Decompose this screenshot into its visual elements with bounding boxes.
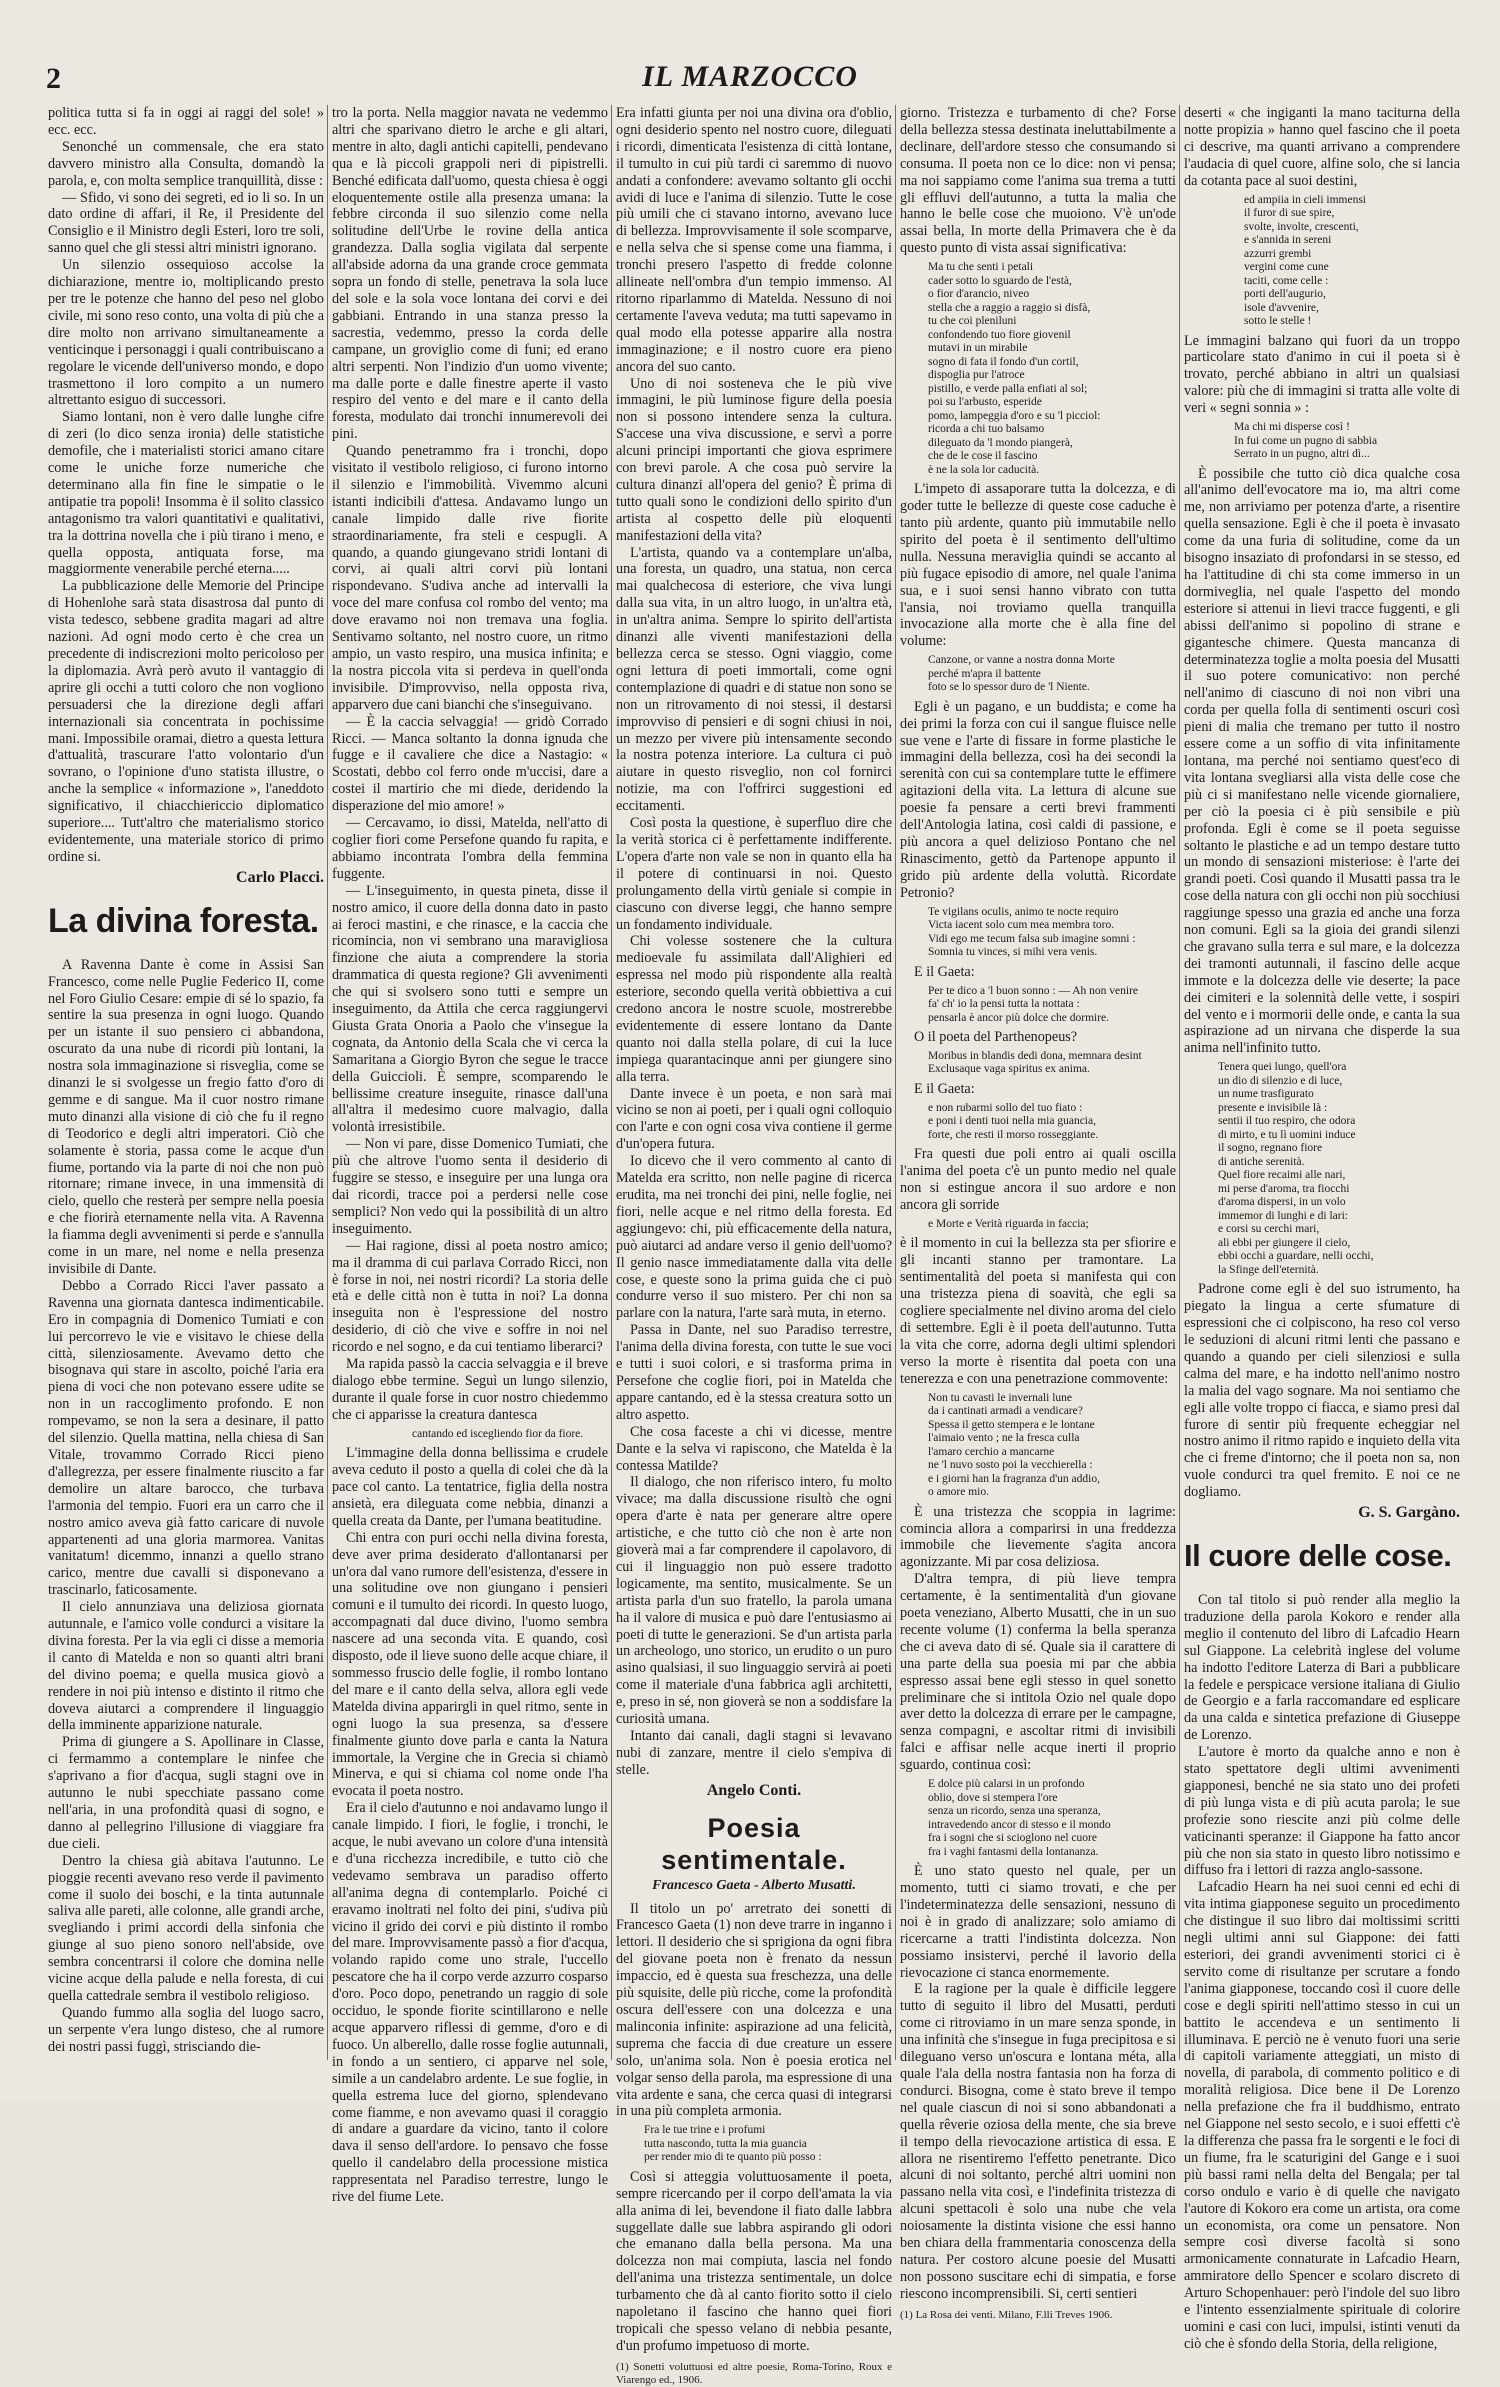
paragraph: Prima di giungere a S. Apollinare in Classe, ci fermammo a contemplare le ninfee che s'aprivano a fior d'acqua, sugli stagni ove in autunno le nubi specchiate passano come nell'aria, in una profondità quasi di sogno, e danno al pellegrino l'illusione di viaggiare fra due cieli. — [48, 1734, 324, 1852]
verse-line: è ne la sola lor caducità. — [928, 463, 1040, 476]
column-rule — [1179, 105, 1180, 2060]
paragraph: Il titolo un po' arretrato dei sonetti di Francesco Gaeta (1) non deve trarre in inganno i lettori. Il desiderio che si sprigiona da ogni fibra del giovane poeta non è frenato da nessun impaccio, ed è questa sua freschezza, una delle più squisite, delle più ricche, come la profondità oscura dell'essere con una dolcezza e una malinconia infinite: aspirazione ad una felicità, suprema che faccia di due creature un essere solo, un'anima sola. Non è poesia erotica nel volgar senso della parola, ma espressione di una vita ardente e sana, che cerca quasi di integrarsi in una più completa armonia. — [616, 1900, 892, 2120]
verse-line: fa' ch' io la pensi tutta la nottata : — [928, 998, 1080, 1010]
verse-line: ed ampiia in cieli immensi — [1244, 193, 1366, 206]
verse-line: poi su l'arbusto, esperide — [928, 396, 1042, 409]
verse-line: cader sotto lo sguardo de l'està, — [928, 274, 1072, 287]
verse-line: dispoglia pur l'atroce — [928, 369, 1025, 382]
paragraph: Siamo lontani, non è vero dalle lunghe cifre di zeri (lo dico senza ironia) delle statistiche demofile, che i materialisti storici amano citare come le uniche forze numeriche che determinano alla fin fine le simpatie o le antipatie tra popoli! Insomma è il solito classico antagonismo tra valori quantitativi e qualitativi, tra la dottrina novella che i più tirano i meno, e quella opposta, antiquata forse, ma maggiormente venerabile perché eterna..... — [48, 409, 324, 578]
paragraph: E la ragione per la quale è difficile leggere tutto di seguito il libro del Musatti, perduti come ci ritroviamo in un mare senza sponde, in una infinità che s'insegue in fuga precipitosa e si dileguano verso un'oscura e lontana méta, alla quale l'ala della nostra fantasia non ha forza di condurci. Bisogna, come è stato breve il tempo nel quale ciascun di noi si sono abbandonati a quella rêverie oziosa della mente, che sia breve il tempo della rievocazione artistica di essa. E allora ne risentiremo l'effetto penetrante. Dico alcuni di noi soltanto, perché altri uomini non passano nella vita così, e l'indefinita tristezza di alcuni spettacoli è solo una nube che vela noiosamente la distinta visione che essi hanno ben chiara della frammentaria conoscenza della natura. Per costoro alcune poesie del Musatti non possono suscitare echi di simpatia, e forse riescono incomprensibili. Si, certi sentieri — [900, 1981, 1176, 2302]
column-3 — [616, 105, 892, 2386]
verse-line: azzurri grembi — [1244, 247, 1312, 260]
verse-line: l'amaro cerchio a mancarne — [928, 1445, 1055, 1458]
verse-line: perché m'apra il battente — [928, 667, 1041, 680]
paragraph: La pubblicazione delle Memorie del Principe di Hohenlohe sarà stata disastrosa dal punto di vista tedesco, sebbene gradita magari ad altre nazioni. Ad ogni modo certo è che crea un precedente di indiscrezioni molto pericoloso per la diplomazia. Avrà però avuto il vantaggio di aprire gli occhi a tutti coloro che non vogliono persuadersi che la direzione degli affari internazionali sia concentrata in pochissime mani. Impossibile oramai, dietro a questa lettura d'attualità, trascurare l'atto volontario d'un sovrano, o l'opinione d'uno statista illustre, o anche la semplice « informazione », l'aneddoto significativo, il chiacchiericcio diplomatico superiore.... Tutt'altro che materialismo storico evidentemente, una materiale storico di primo ordine si. — [48, 578, 324, 865]
verse-line: foto se lo spessor duro de 'l Niente. — [928, 681, 1090, 694]
verse-line: Tenera quei lungo, quell'ora — [1218, 1061, 1347, 1074]
verse-line: stella che a raggio a raggio si disfà, — [928, 301, 1091, 314]
verse-line: svolte, involte, crescenti, — [1244, 220, 1359, 233]
paragraph: Dante invece è un poeta, e non sarà mai vicino se non ai poeti, per i quali ogni colloquio con l'arte e con ogni cosa viva contiene il germe d'un'opera futura. — [616, 1085, 892, 1153]
verse-line: Spessa il getto stempera e le lontane — [928, 1418, 1095, 1431]
paragraph: Egli è un pagano, e un buddista; e come ha dei primi la forza con cui il sangue fluisce nelle sue vene e l'arte di fissare in forme plastiche le immagini della bellezza, così ha dei secondi la serenità con cui sa contemplare tutte le effimere agitazioni della vita. La lettura di alcune sue poesie fa pensare a certi brevi frammenti dell'Antologia latina, così caldi di passione, e più ancora a quel delizioso Pontano che nel Rinascimento, gettò da Partenope appunto il grido più ardente della voluttà. Ricordate Petronio? — [900, 698, 1176, 901]
verse-block — [928, 1392, 1176, 1500]
verse-line: l'aimaio vento ; ne la fresca culla — [928, 1432, 1080, 1445]
paragraph: — Cercavamo, io dissi, Matelda, nell'atto di coglier fiori come Persefone quando fu rapita, e abbiamo incontrata l'ombra della femmina fuggente. — [332, 815, 608, 882]
verse-line: il sogno, regnano fiore — [1218, 1142, 1323, 1155]
paragraph: Uno di noi sosteneva che le più vive immagini, le più luminose figure della poesia non si possono intendere senza la cultura. S'accese una viva discussione, e servì a porre alcuni principi importanti che giova esprimere con brevi parole. A che cosa può servire la cultura dinanzi all'opera del genio? È prima di tutto quali sono le condizioni dello spirito d'un artista al cospetto delle più eloquenti manifestazioni della vita? — [616, 375, 892, 544]
paragraph: giorno. Tristezza e turbamento di che? Forse della bellezza stessa destinata ineluttabilmente a declinare, dell'ardore stesso che consumando si consuma. Il poeta non ce lo dice: non vi pensa; ma noi sappiamo come l'anima sua trema a tutti gli effluvi dell'autunno, a tutta la malia che hanno le belle cose che muoiono. V'è un'ode assai bella, In morte della Primavera che è da questo punto di vista assai significativa: — [900, 105, 1176, 257]
paragraph: Fra questi due poli entro ai quali oscilla l'anima del poeta c'è un punto medio nel quale non si estingue ancora il suo ardore e non ancora gli sorride — [900, 1146, 1176, 1214]
paragraph: Padrone come egli è del suo istrumento, ha piegato la lingua a certe sfumature di espressioni che ci colpiscono, ha reso col verso le seduzioni di alcuni ritmi lenti che passano e quando a quando per cieli silenziosi e sulla calma del mare, e ha indotto nell'animo nostro la malia del vago sognare. Ma noi sentiamo che egli alle volte troppo ci fiacca, e siamo presi dal furore di sentir più frequente echeggiar nel nostro animo il ritmo rapido e inquieto della vita che ci freme d'intorno; che il poeta non sa, non vuole condurci tra quel fremito. E noi ce ne dogliamo. — [1184, 1281, 1460, 1501]
verse-line: un dio di silenzio e di luce, — [1218, 1074, 1343, 1087]
page-number: 2 — [46, 62, 61, 95]
verse-line: fra i vaghi fantasmi della lontananza. — [928, 1845, 1099, 1858]
paragraph: Così posta la questione, è superfluo dire che la verità storica ci è perfettamente indifferente. L'opera d'arte non vale se non in quanto ella ha il potere di continuarsi in noi. Questo prolungamento della virtù geniale si compie in ciascuno con diverse leggi, che hanno sempre un fondamento individuale. — [616, 815, 892, 933]
paragraph: Così si atteggia voluttuosamente il poeta, sempre ricercando per il corpo dell'amata la via alla anima di lei, bevendone il fiato dalle labbra suggellate dalle sue labbra aspirando gli odori che emanano dalla bella persona. Ma una dolcezza non mai compiuta, lascia nel fondo dell'anima una tristezza sentimentale, un dolce turbamento che dà al canto fiorito sotto il cielo napoletano il fascino che hanno quei fiori tropicali che spesso velano di nebbia pesante, d'un profumo impetuoso di morte. — [616, 2168, 892, 2354]
verse-line: intravedendo ancor di stesso e il mondo — [928, 1818, 1111, 1831]
column-rule — [611, 105, 612, 2060]
verse-line: Ma chi mi disperse così ! — [1234, 421, 1350, 434]
verse-block — [928, 1778, 1176, 1859]
verse-line: o amore mio. — [928, 1486, 989, 1499]
column-rule — [895, 105, 896, 2060]
verse-line: Canzone, or vanne a nostra donna Morte — [928, 654, 1115, 667]
verse-line: mi perse d'aroma, tra fiocchi — [1218, 1182, 1350, 1195]
verse-line: Non tu cavasti le invernali lune — [928, 1391, 1073, 1404]
footnote: (1) La Rosa dei venti. Milano, F.lli Treves 1906. — [900, 2308, 1113, 2321]
footnote: (1) Sonetti voluttuosi ed altre poesie, Roma-Torino, Roux e Viarengo ed., 1906. — [616, 2360, 892, 2386]
verse-line: che de le cose il fascino — [928, 450, 1038, 463]
paragraph: Chi volesse sostenere che la cultura medioevale fu assimilata dall'Alighieri ed espressa nel modo più rispondente alla realtà esteriore, secondo quella verità obbiettiva a cui credono ancora le nostre scuole, mostrerebbe evidentemente di essere lontano da Dante quanto noi dalla stella polare, di cui la luce impiega quarantacinque anni per giungere sino alla terra. — [616, 933, 892, 1085]
verse-block — [928, 1218, 1176, 1232]
paragraph: deserti « che ingiganti la mano taciturna della notte propizia » hanno quel fascino che il poeta ci descrive, ma quanti arrivano a comprendere l'audacia di quel cuore, alfine solo, che si lancia da cotanta pace al suoi destini, — [1184, 105, 1460, 189]
paragraph: Chi entra con puri occhi nella divina foresta, deve aver prima desiderato d'allontanarsi per un'ora dal vano rumore dell'esistenza, d'essere in una solitudine ove non giungano i pensieri comuni e il tumulto dei ricordi. In questo luogo, accompagnati dal duce divino, l'uomo sembra nascere ad una seconda vita. E quando, così disposto, ode il lieve suono delle acque chiare, il sommesso fruscio delle foglie, il rombo lontano del mare e il canto della selva, allora egli vede Matelda divina apparirgli in quel ritmo, sente in ogni luogo la sua presenza, sa d'essere finalmente giunto dove parla e canta la Natura immortale, la Vergine che in Grecia si chiamò Minerva, e qui si chiama col nome onde l'ha evocata il poeta nostro. — [332, 1529, 608, 1800]
verse-line: Per te dico a 'l buon sonno : — Ah non venire — [928, 984, 1138, 997]
column-rule — [327, 105, 328, 2060]
paragraph: Il dialogo, che non riferisco intero, fu molto vivace; ma dalla discussione risultò che ogni opera d'arte è nata per generare altre opere artistiche, e che tutto ciò che non è arte non gioverà mai a far comprendere il capolavoro, di cui il linguaggio non può essere tradotto logicamente, ma sentito, musicalmente. Se un artista parla d'un suo fratello, la parola umana ha il valore di musica e può dare l'entusiasmo ai poeti di tutte le generazioni. Se d'un artista parla un archeologo, uno storico, un erudito o un puro asino qualsiasi, il suo linguaggio servirà ai poeti come il materiale d'una fabbrica agli architetti, e, preso in sé, non gioverà se non a soddisfare la curiosità umana. — [616, 1474, 892, 1728]
paragraph: Era infatti giunta per noi una divina ora d'oblio, ogni desiderio spento nel nostro cuore, dileguati i ricordi, dimenticata l'esistenza di città lontane, il tumulto in cui più tardi ci saremmo di nuovo andati a confondere: avevamo soltanto gli occhi avidi di luce e l'anima di silenzio. Tutte le cose più umili che ci stavano intorno, avevano luce di bellezza. Improvvisamente il sole scomparve, e nella selva che si spense come una fiamma, i tronchi presero l'aspetto di fredde colonne allineate nell'ombra d'un tempio immenso. Al ritorno riparlammo di Matelda. Nessuno di noi certamente l'aveva veduta; ma tutti sapevamo in qual modo ella potesse apparire alla nostra immaginazione; e il nostro cuore era pieno ancora del suo canto. — [616, 105, 892, 375]
paragraph: — Hai ragione, dissi al poeta nostro amico; ma il dramma di cui parlava Corrado Ricci, non è forse in noi, nei nostri ricordi? La storia delle età e delle città non è tutta in noi? La donna inseguita non è l'espressione del nostro desiderio, di ciò che vive e soffre in noi nel ricordo e nel sogno, e da cui tentiamo liberarci? — [332, 1237, 608, 1356]
verse-line: isole d'avvenire, — [1244, 301, 1319, 314]
paragraph: D'altra tempra, di più lieve tempra certamente, è la sentimentalità d'un giovane poeta veneziano, Alberto Musatti, che in un suo recente volume (1) conferma la bella speranza che ci aveva dato di sé. Quale sia il carattere di una parte della sua poesia mi par che abbia espresso assai bene egli stesso in quel sonetto preliminare che si intitola Ozio nel quale dopo aver detto la dolcezza di errare per le campagne, senza compagni, e ascoltar ritmi di invisibili falci e affisar nelle acque inerti il proprio sguardo, continua così: — [900, 1571, 1176, 1774]
paragraph: L'immagine della donna bellissima e crudele aveva ceduto il posto a quella di colei che dà la pace col canto. La tentatrice, figlia della nostra ansietà, era dileguata come nebbia, dinanzi a quella creata da Dante, per l'umana beatitudine. — [332, 1445, 608, 1529]
verse-block — [1234, 421, 1460, 462]
verse-line: confondendo tuo fiore giovenil — [928, 328, 1071, 341]
verse-line: porti dell'augurio, — [1244, 288, 1326, 301]
verse-line: d'aroma dispersi, in un volo — [1218, 1196, 1346, 1209]
verse-line: e i giorni han la fragranza d'un addio, — [928, 1472, 1100, 1485]
verse-line: e non rubarmi sollo del tuo fiato : — [928, 1101, 1083, 1114]
paragraph: è il momento in cui la bellezza sta per sfiorire e gli incanti stanno per tramontare. La sentimentalità del poeta si manifesta qui con una tristezza piena di soavità, che egli sa cogliere specialmente nel divino aroma del cielo di settembre. Egli è il poeta dell'autunno. Tutta la vita che corre, adorna degli ultimi splendori verso la morte è risentita dal poeta con una tenerezza e con una penetrazione commovente: — [900, 1235, 1176, 1387]
paragraph: tro la porta. Nella maggior navata ne vedemmo altri che sparivano dietro le arche e gli altari, mentre in alto, dagli antichi capitelli, pendevano qua e là piccoli grappoli neri di pipistrelli. Benché edificata dall'uomo, questa chiesa è oggi eloquentemente ostile alla presenza umana: la febbre circonda il suo silenzio come nella solitudine dell'Urbe le rovine della antica grandezza. Dalla soglia vigilata dal serpente all'abside adorna da una grande croce gemmata sopra un fondo di stelle, penetrava la sola luce del sole e la sola voce lontana dei corvi e dei gabbiani. Entrando in una stanza presso la sacrestia, vedemmo, presso la corda delle campane, un groviglio come di funi; ed erano altri serpenti. Non l'indizio d'un uomo vivente; ma dalle porte e dalle finestre aperte il vasto respiro del vento e del mare e il canto della foresta, modulato dai tronchi innumerevoli dei pini. — [332, 105, 608, 443]
verse-line: sentii il tuo respiro, che odora — [1218, 1115, 1356, 1128]
column-2 — [332, 105, 608, 2206]
verse-line: e poni i denti tuoi nella mia guancia, — [928, 1115, 1096, 1128]
verse-line: pomo, lampeggia d'oro e su 'l picciol: — [928, 409, 1101, 422]
paragraph: — L'inseguimento, in questa pineta, disse il nostro amico, il cuore della donna dato in pasto ai feroci mastini, e che rinasce, e la caccia che ricomincia, non vi sembrano una maravigliosa finzione che aiuta a comprendere la storia drammatica di questa regione? Gli avvenimenti che qui si svolsero sono tutti e sempre un inseguimento, da Attila che cerca raggiungervi Giusta Grata Onoria a Paolo che v'insegue la cognata, da Antonio della Scala che vi cerca la Samaritana a Giorgio Byron che segue le tracce della Guiccioli. È sempre, scomparendo le bellissime creature inseguite, rinasce dall'una all'altra il medesimo cuore malvagio, dalla volontà irresistibile. — [332, 882, 608, 1136]
author-signature: Carlo Placci. — [236, 868, 324, 886]
verse-line: e s'annida in sereni — [1244, 234, 1332, 247]
verse-line: e Morte e Verità riguarda in faccia; — [928, 1217, 1089, 1230]
verse-line: oblio, dove si stempera l'ore — [928, 1791, 1058, 1804]
verse-line: pensarla è ancor più dolce che dormire. — [928, 1011, 1110, 1024]
verse-line: ali ebbi per giungere il cielo, — [1218, 1236, 1351, 1249]
author-signature: G. S. Gargàno. — [1358, 1504, 1460, 1522]
paragraph: Con tal titolo si può render alla meglio la traduzione della parola Kokoro e render alla meglio il contenuto del libro di Lafcadio Hearn sul Giappone. La celebrità inglese del volume ha indotto l'editore Laterza di Bari a pubblicare la fedele e perspicace versione italiana di Giulio de Georgio e a farla raccomandare ed esplicare da una calda e sintetica prefazione di Giuseppe de Lorenzo. — [1184, 1591, 1460, 1744]
verse-block — [928, 1102, 1176, 1143]
verse-block — [1244, 194, 1460, 329]
paragraph: Senonché un commensale, che era stato davvero ministro alla Consulta, domandò la parola, e, con molta semplice tranquillità, disse : — [48, 138, 324, 189]
verse-block — [928, 1050, 1176, 1077]
article-subhead: Francesco Gaeta - Alberto Musatti. — [652, 1877, 856, 1893]
verse-line: Vidi ego me tecum falsa sub imagine somni : — [928, 932, 1136, 945]
article-title: Il cuore delle cose. — [1184, 1537, 1452, 1573]
paragraph: Un silenzio ossequioso accolse la dichiarazione, mentre io, moltiplicando presto per tre le potenze che hanno del peso nel globo civile, mi sono reso conto, una volta di più che a dire molto non arrivano simultaneamente a venticinque i personaggi i quali contribuiscano a regolare le vicende dell'universo mondo, e dopo trasmettono il loro compito a un numero altrettanto esiguo di successori. — [48, 257, 324, 409]
verse-line: mutavi in un mirabile — [928, 342, 1028, 355]
verse-line: e corsi su cerchi mari, — [1218, 1223, 1320, 1236]
verse-line: fra i sogni che si scioglono nel cuore — [928, 1832, 1097, 1845]
verse-line: Somnia tu vinces, si mihi vera venis. — [928, 946, 1098, 959]
verse-line: taciti, come celle : — [1244, 274, 1329, 287]
paragraph: Il cielo annunziava una deliziosa giornata autunnale, e l'amico volle condurci a visitare la divina foresta. Per la via egli ci disse a memoria il canto di Matelda e non so quanti altri brani del divino poema; e quella musica giovò a rendere in noi più intenso e distinto il ritmo che doveva aiutarci a comprendere il linguaggio della imminente apparizione naturale. — [48, 1599, 324, 1734]
verse-line: Quel fiore recaimi alle nari, — [1218, 1169, 1346, 1182]
paragraph: — Sfido, vi sono dei segreti, ed io li so. In un dato ordine di affari, il Re, il Presidente del Consiglio e il Ministro degli Esteri, loro tre soli, sanno quel che gli stessi altri ministri ignorano. — [48, 189, 324, 257]
paragraph: — Non vi pare, disse Domenico Tumiati, che più che altrove l'uomo senta il desiderio di fuggire se stesso, e inseguire per una lunga ora dai ricordi, tracce poi a perdersi nelle cose semplici? Non vedo qui la possibilità di un altro inseguimento. — [332, 1136, 608, 1237]
paragraph: Quando fummo alla soglia del luogo sacro, un serpente v'era lungo disteso, che al rumore dei nostri passi fuggì, strisciando die- — [48, 2004, 324, 2055]
paragraph: Lafcadio Hearn ha nei suoi cenni ed echi di vita intima giapponese seguito un procedimento che distingue il suo libro dai moltissimi scritti negli ultimi anni sul Giappone: dei fatti esteriori, dei grandi avvenimenti storici ci è servito come di risultanze per scrutare a fondo l'anima giapponese, toccando così il cuore delle cose e degli spiriti nell'attimo stesso in cui un battito le accendeva e un sentimento li illuminava. E perciò ne è venuto fuori una serie di capitoli variamente atteggiati, un misto di novella, di parabola, di commento politico e di moralità religiosa. Dice bene il De Lorenzo nella prefazione che fra il buddhismo, entrato nel Giappone nel sesto secolo, e i suoi effetti c'è la differenza che passa fra le sorgenti e le foci di un fiume, fra le scaturigini del Gange e i suoi più bassi rami nella delta del Bengala; per tal corso ondulo e vario è di quelle che navigato l'autore di Kokoro era come un artista, ora come un economista, ora come un pensatore. Non sempre così diverse facoltà si sono armonicamente connaturate in Lafcadio Hearn, ammiratore dello Spencer e scolaro discreto di Arturo Schopenhauer: però l'indole del suo libro e l'intento essenzialmente spirituale di colorire uomini e casi con luci, impulsi, istinti venuti da ciò che è sfondo della Storia, della religione, — [1184, 1879, 1460, 2352]
verse-line: tutta nascondo, tutta la mia guancia — [644, 2137, 807, 2150]
paragraph: Quando penetrammo fra i tronchi, dopo visitato il vestibolo religioso, ci furono intorno il silenzio e l'immobilità. Vivemmo alcuni istanti indicibili d'attesa. Andavamo lungo un canale limpido dalle rive fiorite straordinariamente, fra steli e cespugli. A quando, a quando giungevano stridi lontani di corvi, ai quali altri corvi più lontani rispondevano. S'udiva anche ad intervalli la voce del mare confusa col rombo del vento; ma dove eravamo noi non tremava una foglia. Sentivamo soltanto, nel nostro cuore, un ritmo ampio, un vasto respiro, una musica infinita; e la nostra piccola vita si perdeva in quell'onda invisibile. D'improvviso, nella opposta riva, apparvero due cani bianchi che s'inseguivano. — [332, 443, 608, 713]
verse-line: immemor di lunghi e di lari: — [1218, 1209, 1348, 1222]
verse-line: Exclusaque vaga spiritus ex anima. — [928, 1063, 1090, 1076]
verse-line: Te vigilans oculis, animo te nocte requiro — [928, 905, 1119, 918]
verse-block — [928, 985, 1176, 1026]
verse-line: dileguato da 'l mondo piangerà, — [928, 436, 1073, 449]
paragraph: Debbo a Corrado Ricci l'aver passato a Ravenna una giornata dantesca indimenticabile. Ero in compagnia di Domenico Tumiati e con lui percorrevo le vie e visitavo le chiese della città, silenziosamente. Avevamo detto che bisognava qui stare in ascolto, poiché l'aria era piena di voci che non potevano essere udite se non in un raccoglimento profondo. E non rompevamo, se non la sera a desinare, il patto del silenzio. Quella mattina, nella chiesa di San Vitale, trovammo Corrado Ricci pieno d'allegrezza, per essere finalmente riuscito a far demolire un altare barocco, che turbava l'armonia del tempio. Fuori era un carro che il nostro amico aveva già fatto caricare di nuvole appartenenti ad una gloria marmorea. Vanitas vanitatum! dicemmo, innanzi a quello strano carico, mentre due cavalli si disponevano a trascinarlo, faticosamente. — [48, 1277, 324, 1599]
verse-block — [1218, 1061, 1460, 1277]
verse-line: senza un ricordo, senza una speranza, — [928, 1805, 1101, 1818]
paragraph: È uno stato questo nel quale, per un momento, tutti ci siamo trovati, e che per l'indeterminatezza delle sensazioni, nessuno di noi è in grado di analizzare; solo amiamo di ricercarne a tratti l'indistinta dolcezza. Non possiamo insistervi, perché il lavorio della rievocazione ci stanca enormemente. — [900, 1863, 1176, 1981]
verse-block — [928, 261, 1176, 477]
verse-line: o fior d'arancio, niveo — [928, 288, 1030, 301]
paragraph: A Ravenna Dante è come in Assisi San Francesco, come nelle Puglie Federico II, come nel Foro Giulio Cesare: empie di sé lo spazio, fa sentire la sua presenza in ogni luogo. Quando per un istante il suo pensiero ci abbandona, oscurato da una nube di ricordi più lontani, la nostra sola immaginazione si risveglia, come se dinanzi le si svolgesse un fregio fatto d'oro di gemme e di sangue. Ma il cuor nostro rimane muto dinanzi alla visione di ciò che fu il regno di Teodorico e degli altri imperatori. Ciò che solamente è storia, passa come le acque d'un fiume, portando via la parte di noi che non può ritornare; rimane invece, in una immensità di cielo, quello che resterà per sempre nella poesia e che fiorirà eternamente nella vita. A Ravenna la fiamma degli avvenimenti si perde e s'annulla come in un mare, nel nome e nella presenza invisibile di Dante. — [48, 956, 324, 1277]
column-1 — [48, 105, 324, 2060]
paragraph: — È la caccia selvaggia! — gridò Corrado Ricci. — Manca soltanto la donna ignuda che fugge e il cavaliere che dice a Nastagio: « Scostati, debbo col ferro onde m'uccisi, dare a costei il martirio che mi diede, deridendo la disperazione del mio amore! » — [332, 713, 608, 815]
column-5 — [1184, 105, 1460, 2352]
paragraph: È una tristezza che scoppia in lagrime: cominciа allora a comparirsi in una freddezza immobile che lievemente s'agita ancora agonizzante. Mi par cosa deliziosa. — [900, 1503, 1176, 1571]
author-signature: Angelo Conti. — [706, 1781, 802, 1799]
paragraph: Dentro la chiesa già abitava l'autunno. Le pioggie recenti avevano reso verde il pavimento come il suolo dei boschi, e la tinta autunnale saliva alle pareti, alle colonne, alle grandi arche, svegliando i primi accordi della sinfonia che giunge al suo pieno sonoro nell'abside, ove sembra concentrarsi il colore che domina nelle vicine acque della palude e nella foresta, di cui quella cattedrale sembra il vestibolo religioso. — [48, 1852, 324, 2004]
verse-line: da i cantinati armadi a vendicare? — [928, 1405, 1083, 1418]
verse-line: ne 'l nuvo sosto poi la vecchierella : — [928, 1459, 1093, 1472]
paragraph: Le immagini balzano qui fuori da un troppo particolare stato d'animo in cui il poeta si è trovato, perché abbiano in altri un qualsiasi valore: più che di immagini si tratta alle volte di veri « segni sonnia » : — [1184, 332, 1460, 417]
verse-line: ebbi occhi a guardare, nelli occhi, — [1218, 1250, 1374, 1263]
paragraph: Passa in Dante, nel suo Paradiso terrestre, l'anima della divina foresta, con tutte le sue voci e tutti i suoi colori, e si trasforma prima in Persefone che coglie fiori, poi in Matelda che appare cantando, ed è la stessa creatura sotto un altro aspetto. — [616, 1322, 892, 1423]
verse-line: Moribus in blandis dedi dona, memnara desint — [928, 1049, 1142, 1062]
verse-line: presente e invisibile là : — [1218, 1101, 1328, 1114]
verse-line: ricorda a chi tuo balsamo — [928, 423, 1045, 436]
column-4 — [900, 105, 1176, 2321]
verse-line: di mirto, e tu lì uomini induce — [1218, 1128, 1356, 1141]
paragraph: politica tutta si fa in oggi ai raggi del sole! » ecc. ecc. — [48, 105, 324, 138]
verse-block — [644, 2124, 892, 2165]
verse-line: di antiche serenità. — [1218, 1155, 1305, 1168]
paragraph: Io dicevo che il vero commento al canto di Matelda era scritto, non nelle pagine di ricerca erudita, ma nei tronchi dei pini, nelle foglie, nei fiori, nelle acque e nel ritmo della foresta. Ed aggiungevo: chi, più efficacemente della natura, può aiutarci ad andare verso il genio dell'uomo? Il genio nasce immediatamente dalla vita delle cose, e queste sono la prima guida che ci può condurre verso il suo mistero. Per chi non sa parlare con la natura, l'arte sarà muta, in eterno. — [616, 1153, 892, 1322]
verse-line: pistillo, e verde palla enfiati al sol; — [928, 382, 1088, 395]
verse-line: la Sfinge dell'eternità. — [1218, 1263, 1319, 1276]
verse-line: Victa iacent solo cum mea membra toro. — [928, 919, 1115, 932]
paragraph: Era il cielo d'autunno e noi andavamo lungo il canale limpido. I fiori, le foglie, i tronchi, le acque, le nubi avevano un colore d'una intensità e d'una ricchezza incredibile, e tutto ciò che vedevamo sembrava un paradiso offerto all'anima degna di contemplarlo. Poiché ci eravamo inoltrati nel folto dei pini, s'udiva più vicino il grido dei corvi e più distinto il rombo del mare. Improvvisamente passò a fior d'acqua, volando rapido come uno strale, l'uccello pescatore che ha il corpo verde azzurro cosparso d'oro. Poco dopo, penetrando un raggio di sole occiduo, le sponde fiorite scintillarono e nelle acque apparvero riflessi di gemme, d'oro e di fuoco. Un alberello, dalle rosse foglie autunnali, in fondo a un sentiero, ci apparve nel sole, simile a un candelabro ardente. Le sue foglie, in quella estrema luce del giorno, splendevano come fiamme, e non avevamo quasi il coraggio di andare a guardare da vicino, tanto il colore dava il senso dell'ardore. Io pensavo che fosse quello il candelabro della processione mistica rappresentata nel Paradiso terrestre, lungo le rive del fiume Lete. — [332, 1800, 608, 2206]
verse-line: E dolce più calarsi in un profondo — [928, 1778, 1085, 1791]
verse-line: tu che coi pleniluni — [928, 315, 1017, 328]
verse-line: Ma tu che senti i petali — [928, 261, 1034, 274]
paragraph: Intanto dai canali, dagli stagni si levavano nubi di zanzare, mentre il cielo s'empiva di stelle. — [616, 1728, 892, 1778]
paragraph: È possibile che tutto ciò dica qualche cosa all'animo dell'evocatore ma io, ma altri come me, non arriviamo per potenza d'arte, a risentire quella sensazione. Egli è che il poeta è invasato come da una furia di solitudine, come da un bisogno insaziato di profondarsi in se stesso, ed ha l'attitudine di chi sta come immerso in un dormiveglia, nel quale l'aspetto del mondo esteriore si attenui in lievi tracce fuggenti, e gli abissi dell'animo si popolino di strane e gigantesche chimere. Questa mancanza di determinatezza toglie a molta poesia del Musatti il suo potere comunicativo: non perché nell'animo di ciascuno di noi non vibri una corda per quella folla di sentimenti oscuri così pieni di malia che tremano per tutto il nostro essere come a un soffio di vita infinitamente lontana, ma perché noi sentiamo quest'eco di vita lontana svegliarsi alla vista delle cose che più ci si manifestano nelle vicende giornaliere, per ciò la poesia ci è più sensibile e più profonda. Egli è come se il poeta seguisse soltanto le plastiche e ad un tempo destare tutto un mondo di sensazioni misteriose: è l'arte dei grandi poeti. Così quando il Musatti passa tra le cose della natura con gli occhi non più socchiusi raggiunge spesso una grazia ed anche una forza non comuni. Egli sa la gioia dei grandi silenzi che gravano sulla terra e sul mare, e la dolcezza dei tramonti autunnali, il fascino delle acque immote e la dolcezza delle vie deserte; la pace dei cimiteri e la solennità delle vette, i sospiri del vento e i mormorii delle onde, e canta la sua aspirazione ad un nirvana che disperde la sua anima nell'infinito tutto. — [1184, 465, 1460, 1057]
verse-line: sogno di fata il fondo d'un cortil, — [928, 355, 1079, 368]
verse-line: In fui come un pugno di sabbia — [1234, 434, 1378, 447]
paragraph: L'autore è morto da qualche anno e non è stato spettatore degli ultimi avvenimenti giapponesi, benché ne sia stato uno dei profeti di più lunga vista e di più acuta parola; le sue profezie sono riescite anzi più colme delle vaticinanti speranze: il Giappone ha fatto ancor più che non sia stato in questo libro notissimo e diffuso fra i lettori di razza anglo-sassone. — [1184, 1744, 1460, 1879]
verse-line: vergini come cune — [1244, 261, 1329, 274]
masthead: IL MARZOCCO — [642, 60, 858, 93]
verse-line: il furor di sue spire, — [1244, 207, 1335, 220]
paragraph: E il Gaeta: — [914, 963, 975, 980]
article-title: Poesia sentimentale. — [661, 1812, 847, 1875]
verse-block — [928, 906, 1176, 960]
verse-line: sotto le stelle ! — [1244, 315, 1312, 328]
article-title: La divina foresta. — [48, 901, 319, 940]
paragraph: E il Gaeta: — [914, 1080, 975, 1097]
verse-line: un nume trasfigurato — [1218, 1088, 1314, 1101]
verse-line: Fra le tue trine e i profumi — [644, 2124, 766, 2137]
paragraph: L'artista, quando va a contemplare un'alba, una foresta, un quadro, una statua, non cerca mai qualchecosa di esteriore, che viva lungi dalla sua vita, in un altro luogo, in un'altra età, in un'altra anima. Sempre lo spirito dell'artista dinanzi alle viventi manifestazioni della bellezza cerca se stesso. Ogni viaggio, come ogni lettura di poeti immortali, come ogni contemplazione di quadri e di statue non sono se non un ritrovamento di noi stessi, il destarsi improvviso di pensieri e di sogni chiusi in noi, un mezzo per vivere più intensamente secondo la nostra potenza interiore. La cultura ci può aiutare in questo risveglio, non col fornirci notizie, ma con l'offrirci suggestioni ed eccitamenti. — [616, 544, 892, 815]
paragraph: O il poeta del Parthenopeus? — [914, 1029, 1078, 1045]
verse-line: Serrato in un pugno, altri dì... — [1234, 448, 1370, 461]
verse-line: per render mio di te quanto più posso : — [644, 2151, 822, 2164]
paragraph: L'impeto di assaporare tutta la dolcezza, e di goder tutte le bellezze di queste cose caduche è tanto più ardente, quanto più immutabile nello spirito del poeta è il sentimento dell'ultimo nulla. Nessuna meraviglia quindi se accanto al più fugace episodio di amore, nel quale l'anima sua, e i suoi sensi hanno vibrato con tutta l'ansia, noi troviamo quella tranquilla invocazione alla morte che è alla fine del volume: — [900, 481, 1176, 650]
paragraph: Che cosa faceste a chi vi dicesse, mentre Dante e la selva vi rapiscono, che Matelda è la contessa Matilde? — [616, 1423, 892, 1474]
verse-block — [928, 654, 1176, 695]
quote-line: cantando ed iscegliendo fior da fiore. — [412, 1427, 584, 1440]
verse-line: forte, che resti il morso rosseggiante. — [928, 1128, 1099, 1141]
paragraph: Ma rapida passò la caccia selvaggia e il breve dialogo ebbe termine. Seguì un lungo silenzio, durante il quale forse in cuor nostro chiedemmo che ci apparisse la creatura dantesca — [332, 1356, 608, 1423]
